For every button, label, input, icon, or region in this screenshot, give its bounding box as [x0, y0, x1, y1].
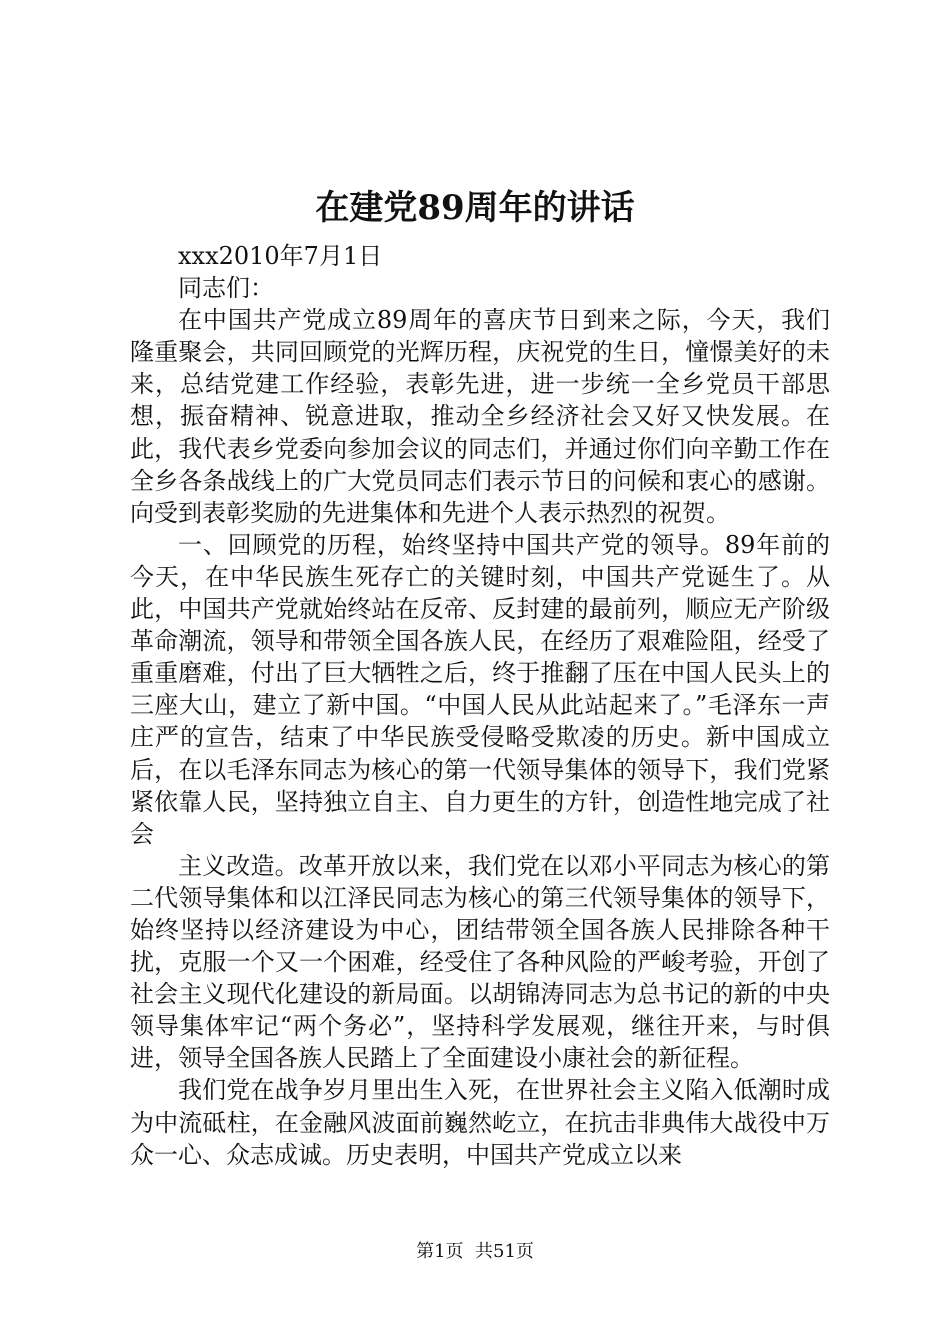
document-title: 在建党89周年的讲话 — [315, 188, 635, 228]
paragraph: 我们党在战争岁月里出生入死，在世界社会主义陷入低潮时成为中流砥柱，在金融风波面前巍然屹立，在抗击非典伟大战役中万众一心、众志成诚。历史表明，中国共产党成立以来 — [130, 1076, 830, 1169]
document-body — [130, 240, 830, 1171]
salutation: 同志们： — [178, 274, 274, 303]
paragraph: 一、回顾党的历程，始终坚持中国共产党的领导。89年前的今天，在中华民族生死存亡的关键时刻，中国共产党诞生了。从此，中国共产党就始终站在反帝、反封建的最前列，顺应无产阶级革命潮流，领导和带领全国各族人民，在经历了艰难险阻，经受了重重磨难，付出了巨大牺牲之后，终于推翻了压在中国人民头上的三座大山，建立了新中国。“中国人民从此站起来了。”毛泽东一声庄严的宣告，结束了中华民族受侵略受欺凌的历史。新中国成立后，在以毛泽东同志为核心的第一代领导集体的领导下，我们党紧紧依靠人民，坚持独立自主、自力更生的方针，创造性地完成了社会 — [130, 530, 830, 848]
meta-line: xxx2010年7月1日 — [178, 242, 383, 270]
page-footer: 第1页 共51页 — [416, 1241, 534, 1262]
paragraph: 主义改造。改革开放以来，我们党在以邓小平同志为核心的第二代领导集体和以江泽民同志为核心的第三代领导集体的领导下，始终坚持以经济建设为中心，团结带领全国各族人民排除各种干扰，克服一个又一个困难，经受住了各种风险的严峻考验，开创了社会主义现代化建设的新局面。以胡锦涛同志为总书记的新的中央领导集体牢记“两个务必”，坚持科学发展观，继往开来，与时俱进，领导全国各族人民踏上了全面建设小康社会的新征程。 — [130, 851, 830, 1073]
paragraph: 在中国共产党成立89周年的喜庆节日到来之际，今天，我们隆重聚会，共同回顾党的光辉历程，庆祝党的生日，憧憬美好的未来，总结党建工作经验，表彰先进，进一步统一全乡党员干部思想，振奋精神、锐意进取，推动全乡经济社会又好又快发展。在此，我代表乡党委向参加会议的同志们，并通过你们向辛勤工作在全乡各条战线上的广大党员同志们表示节日的问候和衷心的感谢。向受到表彰奖励的先进集体和先进个人表示热烈的祝贺。 — [130, 306, 830, 527]
